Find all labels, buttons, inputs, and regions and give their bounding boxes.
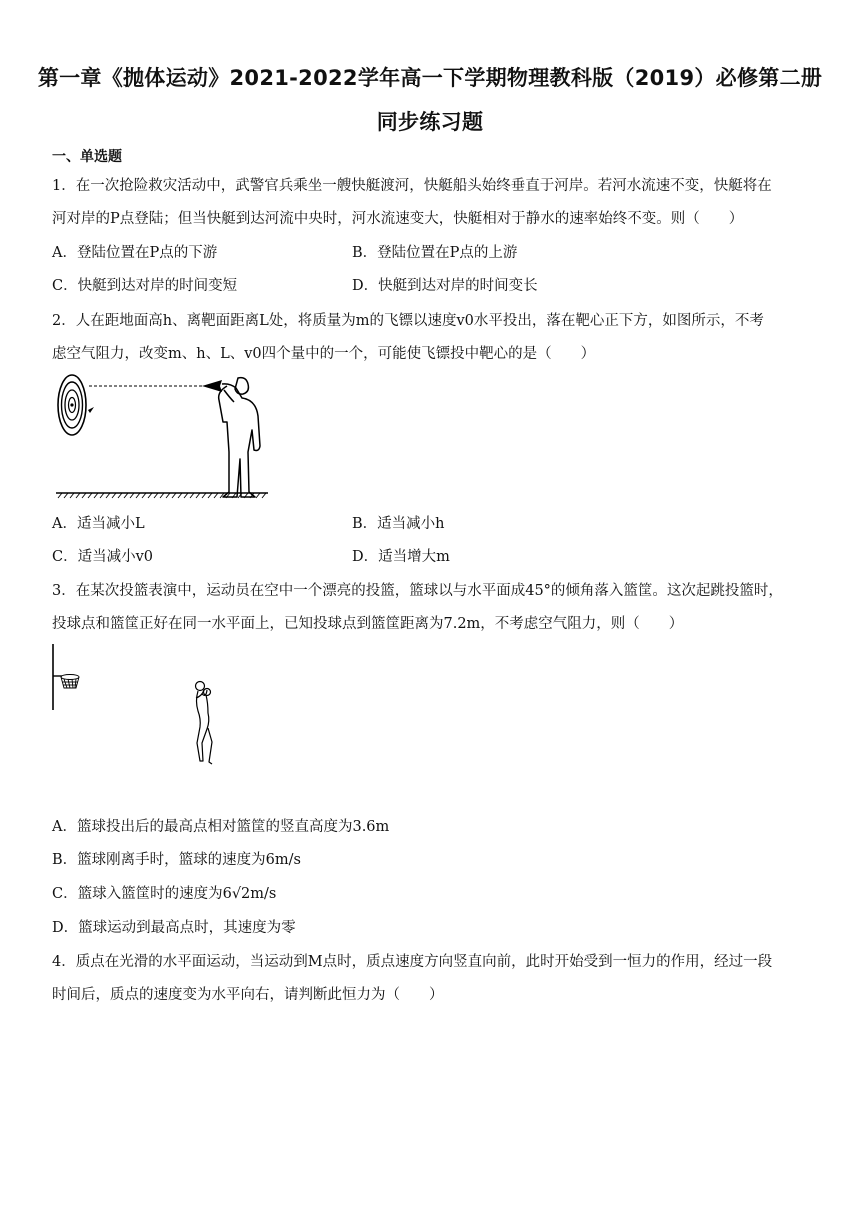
question-2-option-b: B．适当减小h — [352, 516, 445, 532]
question-4-line-1: 4．质点在光滑的水平面运动，当运动到M点时，质点速度方向竖直向前，此时开始受到一恒力的作用，经过一段 — [52, 954, 773, 970]
question-3-line-2: 投球点和篮筐正好在同一水平面上，已知投球点到篮筐距离为7.2m，不考虑空气阻力，则（ ） — [52, 616, 684, 632]
question-1-option-a: A．登陆位置在P点的下游 — [52, 245, 218, 261]
question-2-option-a: A．适当减小L — [52, 516, 145, 532]
section-heading: 一、单选题 — [52, 149, 122, 165]
question-2-line-2: 虑空气阻力，改变m、h、L、v0四个量中的一个，可能使飞镖投中靶心的是（ ） — [52, 346, 596, 362]
question-2-option-d: D．适当增大m — [352, 549, 450, 565]
basketball-hoop-icon — [61, 675, 79, 689]
question-1-option-d: D．快艇到达对岸的时间变长 — [352, 278, 538, 294]
dartboard-icon — [58, 375, 94, 435]
question-3-option-a: A．篮球投出后的最高点相对篮筐的竖直高度为3.6m — [52, 819, 390, 835]
person-icon — [219, 378, 260, 497]
page-title: 第一章《抛体运动》2021-2022学年高一下学期物理教科版（2019）必修第二册 — [37, 66, 823, 90]
question-1-option-c: C．快艇到达对岸的时间变短 — [52, 278, 238, 294]
question-1-line-2: 河对岸的P点登陆；但当快艇到达河流中央时，河水流速变大，快艇相对于静水的速率始终不变。则（ ） — [52, 211, 744, 227]
page-subtitle: 同步练习题 — [376, 110, 484, 134]
question-3-option-b: B．篮球刚离手时，篮球的速度为6m/s — [52, 852, 301, 868]
question-4-line-2: 时间后，质点的速度变为水平向右，请判断此恒力为（ ） — [52, 987, 444, 1003]
question-1-option-b: B．登陆位置在P点的上游 — [352, 245, 518, 261]
question-3-option-d: D．篮球运动到最高点时，其速度为零 — [52, 920, 296, 936]
question-3-line-1: 3．在某次投篮表演中，运动员在空中一个漂亮的投篮，篮球以与水平面成45°的倾角落入篮筐。这次起跳投篮时， — [52, 583, 783, 599]
dart-throw-figure — [52, 368, 272, 500]
question-1-line-1: 1．在一次抢险救灾活动中，武警官兵乘坐一艘快艇渡河，快艇船头始终垂直于河岸。若河水流速不变，快艇将在 — [52, 178, 772, 194]
question-2-option-c: C．适当减小v0 — [52, 549, 154, 565]
basketball-player-icon — [196, 682, 213, 765]
question-3-option-c: C．篮球入篮筐时的速度为6√2m/s — [52, 886, 277, 902]
basketball-figure — [48, 642, 248, 772]
question-2-line-1: 2．人在距地面高h、离靶面距离L处，将质量为m的飞镖以速度v0水平投出，落在靶心正下方，如图所示，不考 — [52, 313, 764, 329]
